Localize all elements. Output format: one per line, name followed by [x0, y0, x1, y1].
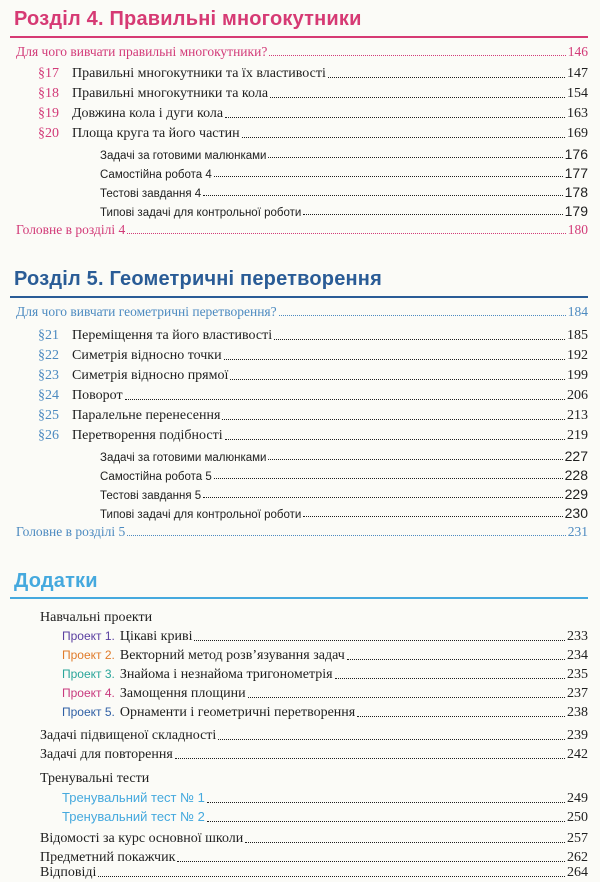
toc-entry-label: Предметний покажчик	[40, 850, 176, 865]
toc-entry[interactable]	[62, 686, 588, 702]
toc-entry-label: Для чого вивчати правильні многокутники?	[16, 44, 268, 59]
toc-entry-label: Відповіді	[40, 865, 97, 880]
page-number: 239	[567, 728, 588, 743]
toc-entry[interactable]	[40, 865, 588, 881]
toc-entry-label: Паралельне перенесення	[72, 408, 221, 423]
leader-dots	[225, 117, 565, 118]
toc-entry[interactable]	[38, 66, 588, 82]
leader-dots	[175, 758, 565, 759]
page-number: 249	[567, 791, 588, 806]
page-number: 179	[564, 203, 588, 219]
page-number: 231	[567, 524, 588, 539]
project-tag: Проект 3.	[62, 667, 115, 681]
toc-entry[interactable]	[100, 467, 588, 483]
leader-dots	[222, 419, 565, 420]
leader-dots	[268, 459, 562, 460]
page-number: 178	[564, 184, 588, 200]
toc-entry[interactable]	[38, 348, 588, 364]
leader-dots	[177, 861, 565, 862]
page-number: 213	[567, 408, 588, 423]
page-number: 176	[564, 146, 588, 162]
page-number: 237	[567, 686, 588, 701]
page-number: 230	[564, 505, 588, 521]
toc-entry-label: Знайома і незнайома тригонометрія	[119, 667, 333, 682]
toc-entry-label: Замощення площини	[119, 686, 246, 701]
leader-dots	[245, 842, 565, 843]
paragraph-number: §19	[38, 106, 59, 121]
page-number: 184	[567, 304, 588, 319]
section-4-divider	[10, 36, 588, 38]
page-number: 163	[567, 106, 588, 121]
toc-entry-label: Тестові завдання 5	[100, 490, 202, 502]
page-number: 154	[567, 86, 588, 101]
leader-dots	[357, 716, 565, 717]
toc-entry[interactable]	[38, 328, 588, 344]
paragraph-number: §22	[38, 348, 59, 363]
leader-dots	[218, 739, 565, 740]
toc-entry[interactable]	[100, 505, 588, 521]
appendix-title: Додатки	[14, 570, 98, 592]
page-number: 257	[567, 831, 588, 846]
project-tag: Проект 5.	[62, 705, 115, 719]
toc-entry-label: Тестові завдання 4	[100, 188, 202, 200]
paragraph-number: §26	[38, 428, 59, 443]
leader-dots	[242, 137, 565, 138]
project-tag: Проект 2.	[62, 648, 115, 662]
toc-entry-label: Площа круга та його частин	[72, 126, 240, 141]
toc-entry[interactable]	[38, 428, 588, 444]
toc-entry-label: Переміщення та його властивості	[72, 328, 273, 343]
page-number: 238	[567, 705, 588, 720]
toc-entry-label: Головне в розділі 5	[16, 524, 126, 539]
toc-entry[interactable]	[40, 831, 588, 847]
section-5-title: Розділ 5. Геометричні перетворення	[14, 268, 382, 290]
page-number: 235	[567, 667, 588, 682]
page-number: 264	[567, 865, 588, 880]
toc-entry[interactable]	[62, 648, 588, 664]
section-5-divider	[10, 296, 588, 298]
toc-entry[interactable]	[100, 486, 588, 502]
leader-dots	[98, 876, 565, 877]
page-number: 199	[567, 368, 588, 383]
leader-dots	[224, 359, 565, 360]
toc-entry-label: Головне в розділі 4	[16, 222, 126, 237]
toc-entry-label: Тренувальний тест № 2	[62, 809, 205, 824]
toc-entry[interactable]	[16, 44, 588, 60]
toc-entry[interactable]	[62, 809, 588, 826]
paragraph-number: §23	[38, 368, 59, 383]
page-number: 229	[564, 486, 588, 502]
toc-entry[interactable]	[62, 705, 588, 721]
toc-entry-label: Симетрія відносно прямої	[72, 368, 229, 383]
leader-dots	[274, 339, 565, 340]
tests-heading: Тренувальні тести	[40, 771, 150, 786]
leader-dots	[214, 176, 563, 177]
toc-entry[interactable]	[38, 388, 588, 404]
section-4-title: Розділ 4. Правильні многокутники	[14, 8, 362, 30]
toc-entry[interactable]	[62, 629, 588, 645]
toc-entry[interactable]	[40, 728, 588, 744]
toc-entry-label: Самостійна робота 4	[100, 169, 212, 181]
toc-entry-label: Задачі за готовими малюнками	[100, 452, 267, 464]
toc-entry-label: Правильні многокутники та їх властивості	[72, 66, 326, 81]
paragraph-number: §24	[38, 388, 59, 403]
toc-entry-label: Симетрія відносно точки	[72, 348, 222, 363]
toc-entry[interactable]	[38, 106, 588, 122]
page-number: 169	[567, 126, 588, 141]
toc-entry[interactable]	[100, 448, 588, 464]
toc-entry-label: Поворот	[72, 388, 123, 403]
leader-dots	[328, 77, 565, 78]
page-number: 234	[567, 648, 588, 663]
leader-dots	[207, 821, 565, 822]
leader-dots	[230, 379, 565, 380]
toc-entry[interactable]	[100, 165, 588, 181]
paragraph-number: §21	[38, 328, 59, 343]
page-number: 146	[567, 44, 588, 59]
toc-entry-label: Довжина кола і дуги кола	[72, 106, 224, 121]
leader-dots	[127, 233, 566, 234]
toc-entry[interactable]	[62, 667, 588, 683]
leader-dots	[347, 659, 565, 660]
toc-entry[interactable]	[16, 524, 588, 540]
paragraph-number: §17	[38, 66, 59, 81]
page-number: 206	[567, 388, 588, 403]
leader-dots	[303, 214, 562, 215]
toc-entry[interactable]	[38, 86, 588, 102]
page-number: 177	[564, 165, 588, 181]
page-number: 227	[564, 448, 588, 464]
page-number: 233	[567, 629, 588, 644]
toc-entry-label: Орнаменти і геометричні перетворення	[119, 705, 356, 720]
toc-entry[interactable]	[62, 790, 588, 807]
leader-dots	[268, 157, 562, 158]
paragraph-number: §25	[38, 408, 59, 423]
toc-entry-label: Самостійна робота 5	[100, 471, 212, 483]
toc-entry-label: Типові задачі для контрольної роботи	[100, 509, 302, 521]
page-number: 180	[567, 222, 588, 237]
leader-dots	[269, 55, 565, 56]
leader-dots	[127, 535, 566, 536]
toc-entry-label: Векторний метод розв’язування задач	[119, 648, 345, 663]
toc-entry-label: Для чого вивчати геометричні перетворення?	[16, 304, 277, 319]
leader-dots	[225, 439, 565, 440]
leader-dots	[207, 802, 565, 803]
leader-dots	[248, 697, 565, 698]
toc-entry-label: Задачі підвищеної складності	[40, 728, 217, 743]
leader-dots	[303, 516, 562, 517]
page-number: 185	[567, 328, 588, 343]
toc-entry[interactable]	[38, 408, 588, 424]
page-number: 250	[567, 810, 588, 825]
toc-entry[interactable]	[40, 850, 588, 866]
toc-entry-label: Типові задачі для контрольної роботи	[100, 207, 302, 219]
leader-dots	[203, 497, 562, 498]
page-number: 219	[567, 428, 588, 443]
toc-entry[interactable]	[40, 747, 588, 763]
page-number: 147	[567, 66, 588, 81]
page-number: 228	[564, 467, 588, 483]
toc-entry[interactable]	[100, 184, 588, 200]
project-tag: Проект 1.	[62, 629, 115, 643]
toc-entry[interactable]	[16, 304, 588, 320]
toc-entry[interactable]	[100, 203, 588, 219]
paragraph-number: §20	[38, 126, 59, 141]
leader-dots	[279, 315, 566, 316]
toc-entry-label: Тренувальний тест № 1	[62, 790, 205, 805]
leader-dots	[203, 195, 562, 196]
projects-heading: Навчальні проекти	[40, 610, 153, 625]
leader-dots	[214, 478, 563, 479]
leader-dots	[335, 678, 565, 679]
appendix-divider	[10, 597, 588, 599]
toc-entry[interactable]	[16, 222, 588, 238]
toc-entry-label: Перетворення подібності	[72, 428, 223, 443]
toc-entry-label: Відомості за курс основної школи	[40, 831, 244, 846]
leader-dots	[270, 97, 565, 98]
toc-entry-label: Правильні многокутники та кола	[72, 86, 269, 101]
page-number: 262	[567, 850, 588, 865]
project-tag: Проект 4.	[62, 686, 115, 700]
toc-entry-label: Цікаві криві	[119, 629, 193, 644]
page-number: 242	[567, 747, 588, 762]
toc-entry[interactable]	[100, 146, 588, 162]
toc-entry[interactable]	[38, 126, 588, 142]
leader-dots	[194, 640, 565, 641]
toc-entry-label: Задачі для повторення	[40, 747, 173, 762]
toc-entry[interactable]	[38, 368, 588, 384]
toc-entry-label: Задачі за готовими малюнками	[100, 150, 267, 162]
page-number: 192	[567, 348, 588, 363]
leader-dots	[125, 399, 565, 400]
paragraph-number: §18	[38, 86, 59, 101]
